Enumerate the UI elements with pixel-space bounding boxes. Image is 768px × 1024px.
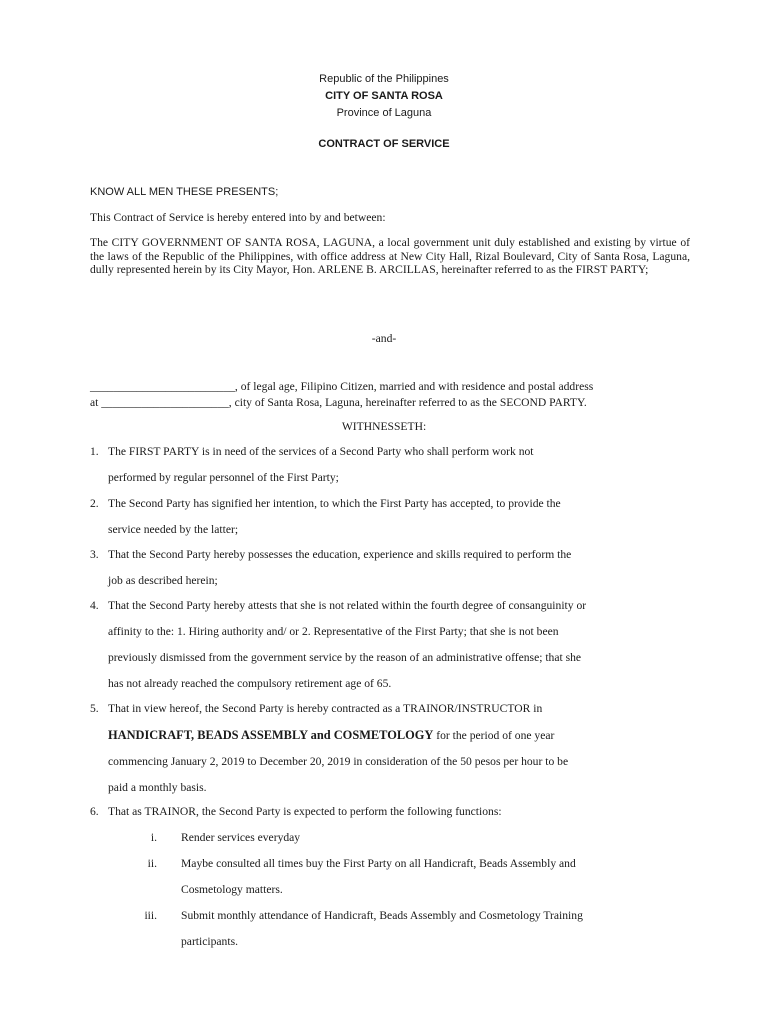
item-line: performed by regular personnel of the First Party; xyxy=(108,471,339,484)
witnesseth-heading: WITHNESSETH: xyxy=(341,420,427,433)
function-line: participants. xyxy=(181,935,238,948)
item-line: job as described herein; xyxy=(108,574,218,587)
function-item xyxy=(181,825,681,851)
document-title: CONTRACT OF SERVICE xyxy=(318,138,450,150)
header-republic: Republic of the Philippines xyxy=(319,73,449,85)
item-line: paid a monthly basis. xyxy=(108,781,207,794)
second-party-line-1: _________________________, of legal age, Filipino Citizen, married and with residence and postal address xyxy=(90,380,594,393)
item-line: That the Second Party hereby possesses the education, experience and skills required to perform the xyxy=(108,548,572,561)
function-number: i. xyxy=(150,831,157,844)
function-line: Maybe consulted all times buy the First Party on all Handicraft, Beads Assembly and xyxy=(181,857,576,870)
item-number: 6. xyxy=(90,805,99,818)
list-item xyxy=(108,799,683,825)
item-line xyxy=(108,722,683,749)
item-line-continuation: for the period of one year xyxy=(433,729,555,742)
function-number: iii. xyxy=(144,909,157,922)
list-item xyxy=(108,696,683,801)
item-line: commencing January 2, 2019 to December 20, 2019 in consideration of the 50 pesos per hour to be xyxy=(108,755,569,768)
item-number: 4. xyxy=(90,599,99,612)
header-province: Province of Laguna xyxy=(336,107,432,119)
know-all-line: KNOW ALL MEN THESE PRESENTS; xyxy=(90,186,279,198)
list-item xyxy=(108,593,683,697)
item-line: service needed by the latter; xyxy=(108,523,239,536)
item-number: 3. xyxy=(90,548,99,561)
item-line: previously dismissed from the government service by the reason of an administrative offense; that she xyxy=(108,651,582,664)
entered-line: This Contract of Service is hereby entered into by and between: xyxy=(90,211,386,224)
list-item xyxy=(108,542,683,594)
item-line: The FIRST PARTY is in need of the services of a Second Party who shall perform work not xyxy=(108,445,534,458)
function-item xyxy=(181,903,681,955)
item-number: 5. xyxy=(90,702,99,715)
list-item xyxy=(108,439,683,491)
item-line: has not already reached the compulsory retirement age of 65. xyxy=(108,677,392,690)
function-line: Render services everyday xyxy=(181,831,301,844)
second-party-line-2: at ______________________, city of Santa Rosa, Laguna, hereinafter referred to as the SECOND PARTY. xyxy=(90,396,587,409)
list-item xyxy=(108,491,683,543)
item-number: 1. xyxy=(90,445,99,458)
first-party-paragraph: The CITY GOVERNMENT OF SANTA ROSA, LAGUNA, a local government unit duly established and existing by virtue of the laws of the Republic of the Philippines, with office address at New City Hall, Rizal Boulevard, City of Santa Rosa, Laguna, dully represented herein by its City Mayor, Hon. ARLENE B. ARCILLAS, hereinafter referred to as the FIRST PARTY; xyxy=(90,236,690,276)
item-line: That in view hereof, the Second Party is hereby contracted as a TRAINOR/INSTRUCTOR in xyxy=(108,702,543,715)
item-line: The Second Party has signified her intention, to which the First Party has accepted, to provide the xyxy=(108,497,561,510)
function-item xyxy=(181,851,681,903)
item-line: affinity to the: 1. Hiring authority and/ or 2. Representative of the First Party; that she is not been xyxy=(108,625,559,638)
item-number: 2. xyxy=(90,497,99,510)
item-line: That the Second Party hereby attests that she is not related within the fourth degree of consanguinity or xyxy=(108,599,587,612)
and-separator: -and- xyxy=(371,332,397,345)
course-name: HANDICRAFT, BEADS ASSEMBLY and COSMETOLOGY xyxy=(108,728,434,742)
function-line: Cosmetology matters. xyxy=(181,883,283,896)
function-number: ii. xyxy=(147,857,157,870)
header-city: CITY OF SANTA ROSA xyxy=(325,90,443,102)
function-line: Submit monthly attendance of Handicraft, Beads Assembly and Cosmetology Training xyxy=(181,909,583,922)
item-line: That as TRAINOR, the Second Party is expected to perform the following functions: xyxy=(108,805,502,818)
